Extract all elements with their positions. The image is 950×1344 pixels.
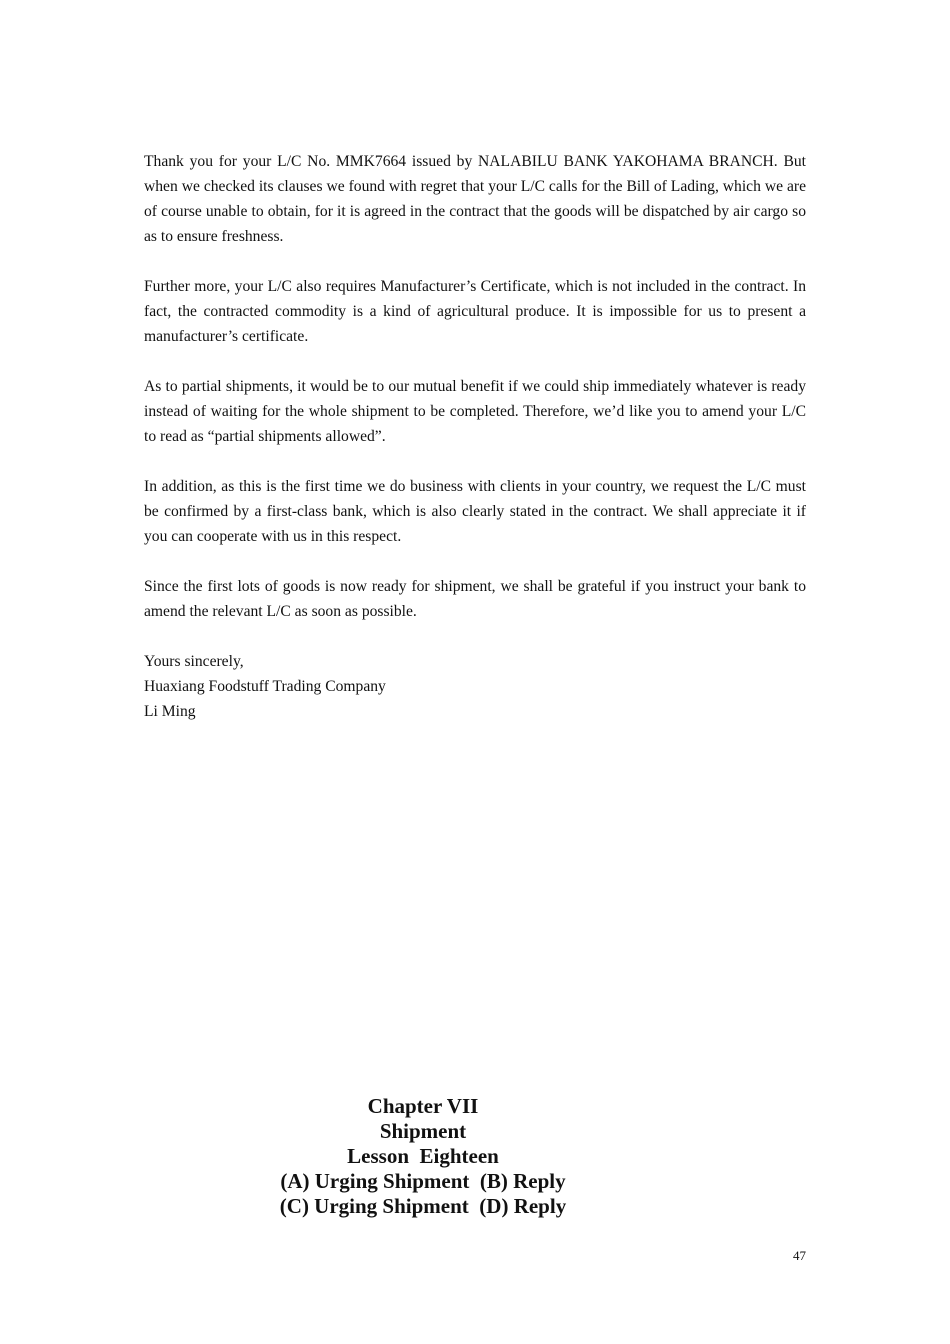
letter-company: Huaxiang Foodstuff Trading Company: [144, 678, 386, 695]
letter-paragraph-request-amendment: Since the first lots of goods is now ready for shipment, we shall be grateful if you instruct your bank to amend the relevant L/C as soon as possible.: [144, 578, 806, 620]
letter-closing-block: [144, 649, 806, 724]
letter-body: [144, 149, 806, 724]
letter-paragraph-confirmation: In addition, as this is the first time we do business with clients in your country, we request the L/C must be confirmed by a first-class bank, which is also clearly stated in the contract. We shall appreciate it if you can cooperate with us in this respect.: [144, 478, 806, 545]
chapter-title: Chapter VII: [367, 1094, 479, 1118]
chapter-topic: Shipment: [379, 1119, 467, 1143]
lesson-parts-cd: (C) Urging Shipment (D) Reply: [279, 1194, 567, 1218]
chapter-heading: [0, 1094, 846, 1219]
lesson-title: Lesson Eighteen: [347, 1144, 499, 1168]
page-number: 47: [793, 1248, 806, 1263]
letter-closing: Yours sincerely,: [144, 653, 244, 670]
lesson-parts-ab: (A) Urging Shipment (B) Reply: [280, 1169, 566, 1193]
letter-paragraph-partial-shipments: As to partial shipments, it would be to our mutual benefit if we could ship immediately whatever is ready instead of waiting for the whole shipment to be completed. Therefore, we’d like you to amend your L/C to read as “partial shipments allowed”.: [144, 378, 806, 445]
letter-paragraph-manufacturer-certificate: Further more, your L/C also requires Manufacturer’s Certificate, which is not included in the contract. In fact, the contracted commodity is a kind of agricultural produce. It is impossible for us to present a manufacturer’s certificate.: [144, 278, 806, 345]
letter-paragraph-lc-clauses: Thank you for your L/C No. MMK7664 issued by NALABILU BANK YAKOHAMA BRANCH. But when we checked its clauses we found with regret that your L/C calls for the Bill of Lading, which we are of course unable to obtain, for it is agreed in the contract that the goods will be dispatched by air cargo so as to ensure freshness.: [144, 153, 806, 245]
letter-signature: Li Ming: [144, 703, 196, 720]
